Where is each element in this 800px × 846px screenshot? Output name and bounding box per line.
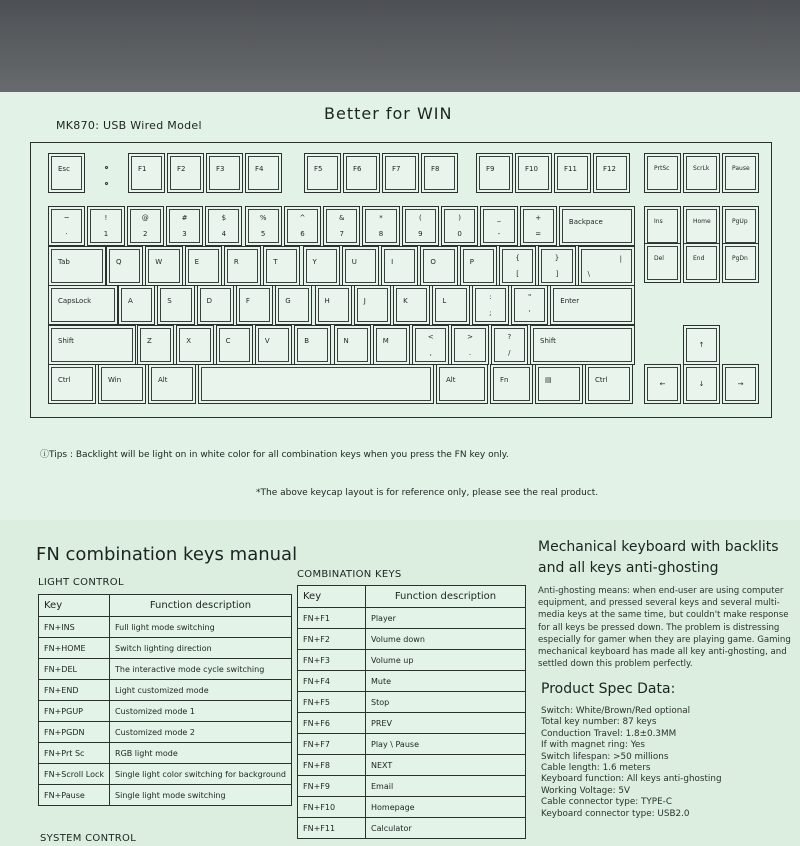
- key-label: K: [403, 297, 408, 305]
- key-label: X: [186, 337, 192, 345]
- light-control-title: LIGHT CONTROL: [38, 577, 124, 588]
- anti-ghosting-paragraph: Anti-ghosting means: when end-user are using computer equipment, and pressed several keys and several multi-media keys at the same time, but couldn't make response for all keys be pressed down. The problem is distressing especially for gamer when they are playing game. Gaming mechanical keyboard has made all key anti-ghosting, and settled down this problem perfectly.: [538, 586, 791, 670]
- key: [538, 246, 575, 286]
- key-cell: FN+F5: [298, 692, 366, 713]
- key-label: Fn: [500, 376, 509, 384]
- key-label: =: [535, 230, 542, 238]
- layout-title: Better for WIN: [324, 104, 453, 123]
- key-label: Home: [693, 218, 711, 225]
- key-label: H: [324, 297, 330, 305]
- spec-line: If with magnet ring: Yes: [541, 740, 645, 751]
- key: [511, 285, 548, 325]
- key-label: F1: [138, 165, 147, 173]
- key-label: F: [245, 297, 250, 305]
- table-row: [298, 734, 526, 755]
- key-label: Q: [116, 258, 122, 266]
- key: [441, 206, 478, 246]
- spec-line: Cable connector type: TYPE-C: [541, 797, 672, 808]
- key: [323, 206, 360, 246]
- key-cell: FN+F11: [298, 818, 366, 839]
- key-label: 6: [300, 230, 305, 238]
- key-label: >: [467, 333, 473, 341]
- key: [216, 325, 253, 365]
- spec-list: [541, 706, 722, 820]
- key: [402, 206, 439, 246]
- key-label: PgUp: [732, 218, 748, 225]
- key-label: 7: [339, 230, 344, 238]
- key: [722, 243, 759, 283]
- table-row: [298, 797, 526, 818]
- key: [128, 153, 165, 193]
- key-label: [: [516, 270, 520, 278]
- key: [436, 364, 488, 404]
- key-label: Z: [147, 337, 152, 345]
- description-cell: Function description: [110, 595, 292, 617]
- description-cell: PREV: [366, 713, 526, 734]
- key-cell: FN+INS: [39, 617, 110, 638]
- key-cell: FN+F4: [298, 671, 366, 692]
- key-label: F10: [525, 165, 538, 173]
- key-label: ~: [63, 214, 70, 222]
- description-cell: Single light color switching for background: [110, 764, 292, 785]
- key-label: ?: [507, 333, 512, 341]
- key: [205, 206, 242, 246]
- description-cell: Calculator: [366, 818, 526, 839]
- key-label: 1: [103, 230, 109, 238]
- key-label: C: [225, 337, 231, 345]
- key-label: ·: [65, 230, 68, 238]
- key: [334, 325, 371, 365]
- key-cell: FN+F8: [298, 755, 366, 776]
- light-control-table: [38, 594, 292, 806]
- key: [520, 206, 557, 246]
- key-cell: FN+F9: [298, 776, 366, 797]
- key: [491, 325, 528, 365]
- key-label: -: [497, 230, 501, 238]
- key-label: F12: [603, 165, 616, 173]
- key-label: /: [508, 349, 511, 357]
- key: [263, 246, 300, 286]
- description-cell: Volume up: [366, 650, 526, 671]
- key-label: CapsLock: [58, 297, 92, 305]
- key-label: ;: [489, 309, 492, 317]
- key-label: Esc: [58, 165, 70, 173]
- key: [644, 243, 681, 283]
- key: [48, 325, 136, 365]
- key: [157, 285, 194, 325]
- key: [683, 206, 720, 246]
- key-label: F5: [314, 165, 323, 173]
- key-label: +: [535, 214, 542, 222]
- key: [98, 364, 146, 404]
- key-label: Alt: [446, 376, 456, 384]
- key: [476, 153, 513, 193]
- key-label: L: [442, 297, 447, 305]
- key-label: _: [497, 214, 501, 222]
- background-strip: [0, 0, 800, 100]
- key-label: *: [379, 214, 383, 222]
- key-label: ▤: [545, 376, 552, 384]
- key: [683, 364, 720, 404]
- key-label: Tab: [58, 258, 70, 266]
- key: [48, 285, 118, 325]
- key-label: I: [391, 258, 394, 266]
- key-label: Y: [312, 258, 317, 266]
- key: [275, 285, 312, 325]
- key: [255, 325, 292, 365]
- key: [515, 153, 552, 193]
- backlight-tip: ⓘTips : Backlight will be light on in white color for all combination keys when you press the FN key only.: [40, 450, 509, 460]
- key: [722, 364, 759, 404]
- table-row: [298, 650, 526, 671]
- key: [420, 246, 457, 286]
- key-label: Del: [654, 255, 664, 262]
- key-label: PrtSc: [654, 165, 670, 172]
- key-label: E: [194, 258, 200, 266]
- key: [644, 206, 681, 246]
- key-cell: FN+PGDN: [39, 722, 110, 743]
- description-cell: Mute: [366, 671, 526, 692]
- key-label: F3: [216, 165, 225, 173]
- key: [412, 325, 449, 365]
- key-label: N: [343, 337, 349, 345]
- key-label: #: [181, 214, 188, 222]
- key: [185, 246, 222, 286]
- key-label: F6: [353, 165, 362, 173]
- spec-line: Switch lifespan: >50 millions: [541, 751, 669, 762]
- description-cell: Switch lighting direction: [110, 638, 292, 659]
- key-label: J: [363, 297, 366, 305]
- key-label: B: [304, 337, 309, 345]
- description-cell: RGB light mode: [110, 743, 292, 764]
- table-row: [39, 638, 292, 659]
- key: [722, 153, 759, 193]
- key: [206, 153, 243, 193]
- key-cell: FN+F2: [298, 629, 366, 650]
- key: [224, 246, 261, 286]
- description-cell: Single light mode switching: [110, 785, 292, 806]
- key: [593, 153, 630, 193]
- key-label: T: [273, 258, 278, 266]
- table-row: [39, 743, 292, 764]
- key-label: 4: [221, 230, 227, 238]
- indicator-led: [105, 182, 108, 185]
- key: [197, 285, 234, 325]
- description-cell: Customized mode 2: [110, 722, 292, 743]
- key: [343, 153, 380, 193]
- key-label: F9: [486, 165, 495, 173]
- spec-line: Switch: White/Brown/Red optional: [541, 706, 691, 716]
- key-label: F11: [564, 165, 577, 173]
- description-cell: Full light mode switching: [110, 617, 292, 638]
- spec-line: Conduction Travel: 1.8±0.3MM: [541, 728, 677, 739]
- key: [585, 364, 633, 404]
- description-cell: Volume down: [366, 629, 526, 650]
- spec-title: Product Spec Data:: [541, 681, 676, 697]
- key-label: Pause: [732, 165, 750, 172]
- key-label: W: [155, 258, 163, 266]
- system-control-title: SYSTEM CONTROL: [40, 833, 137, 844]
- key-label: Alt: [158, 376, 168, 384]
- key-label: .: [468, 349, 472, 357]
- key-label: ,: [429, 349, 432, 357]
- key-label: D: [206, 297, 212, 305]
- key: [472, 285, 509, 325]
- table-header: [298, 586, 526, 608]
- table-row: [39, 764, 292, 785]
- table-row: [298, 692, 526, 713]
- key: [393, 285, 430, 325]
- key-cell: Key: [298, 586, 366, 608]
- key-label: Shift: [58, 337, 74, 345]
- key-label: Ctrl: [58, 376, 71, 384]
- key-cell: FN+Prt Sc: [39, 743, 110, 764]
- key-label: U: [351, 258, 357, 266]
- key: [373, 325, 410, 365]
- key: [294, 325, 331, 365]
- key-label: V: [264, 337, 270, 345]
- fn-manual-title: FN combination keys manual: [36, 544, 298, 565]
- description-cell: NEXT: [366, 755, 526, 776]
- key-label: PgDn: [732, 255, 748, 262]
- description-cell: Play \ Pause: [366, 734, 526, 755]
- key: [722, 206, 759, 246]
- key-label: }: [554, 254, 560, 262]
- key-label: ': [528, 309, 531, 317]
- key-label: 5: [260, 230, 266, 238]
- key-cell: FN+DEL: [39, 659, 110, 680]
- table-row: [39, 617, 292, 638]
- key: [137, 325, 174, 365]
- key-label: End: [693, 255, 705, 262]
- key: [530, 325, 635, 365]
- key: [480, 206, 517, 246]
- spec-line: Keyboard function: All keys anti-ghosting: [541, 774, 722, 785]
- table-row: [298, 776, 526, 797]
- key: [48, 246, 106, 286]
- key: [236, 285, 273, 325]
- key-label: 3: [182, 230, 187, 238]
- key: [106, 246, 143, 286]
- key-label: (: [418, 214, 422, 222]
- key-label: M: [382, 337, 389, 345]
- key: [432, 285, 469, 325]
- key-label: →: [737, 380, 744, 388]
- mechanical-keyboard-title: Mechanical keyboard with backlits and all keys anti-ghosting: [538, 539, 779, 576]
- key-label: ↓: [698, 380, 705, 388]
- spec-line: Working Voltage: 5V: [541, 785, 631, 796]
- key-label: 9: [418, 230, 423, 238]
- key-label: $: [221, 214, 227, 222]
- key: [304, 153, 341, 193]
- key: [176, 325, 213, 365]
- combination-keys-title: COMBINATION KEYS: [297, 569, 402, 580]
- key-cell: FN+F10: [298, 797, 366, 818]
- spec-line: Cable length: 1.6 meters: [541, 763, 651, 774]
- key: [362, 206, 399, 246]
- table-row: [39, 785, 292, 806]
- key-label: &: [339, 214, 345, 222]
- table-row: [39, 701, 292, 722]
- key: [48, 206, 85, 246]
- key: [550, 285, 635, 325]
- key-label: Ins: [654, 218, 663, 225]
- key: [315, 285, 352, 325]
- key: [644, 153, 681, 193]
- key: [490, 364, 533, 404]
- key: [578, 246, 635, 286]
- key: [198, 364, 434, 404]
- description-cell: Player: [366, 608, 526, 629]
- table-row: [298, 608, 526, 629]
- key: [118, 285, 155, 325]
- key: [245, 206, 282, 246]
- table-row: [298, 671, 526, 692]
- key: [554, 153, 591, 193]
- key-label: 0: [457, 230, 462, 238]
- key-label: ScrLk: [693, 165, 710, 172]
- key: [48, 153, 85, 193]
- key-cell: FN+F7: [298, 734, 366, 755]
- key-cell: FN+END: [39, 680, 110, 701]
- key: [381, 246, 418, 286]
- key: [148, 364, 196, 404]
- key-label: Shift: [540, 337, 556, 345]
- key-cell: Key: [39, 595, 110, 617]
- spec-line: Keyboard connector type: USB2.0: [541, 808, 690, 819]
- key: [167, 153, 204, 193]
- key-label: \: [587, 270, 590, 278]
- key-label: ]: [555, 270, 559, 278]
- key-label: ^: [299, 214, 306, 222]
- key-cell: FN+F1: [298, 608, 366, 629]
- key-label: G: [285, 297, 291, 305]
- key: [559, 206, 635, 246]
- key: [303, 246, 340, 286]
- key-label: A: [128, 297, 133, 305]
- key: [48, 364, 96, 404]
- key: [683, 243, 720, 283]
- key-label: Enter: [560, 297, 580, 305]
- key: [354, 285, 391, 325]
- key-cell: FN+HOME: [39, 638, 110, 659]
- table-row: [39, 722, 292, 743]
- key: [644, 364, 681, 404]
- key-label: {: [515, 254, 520, 262]
- key: [284, 206, 321, 246]
- key-label: ): [458, 214, 462, 222]
- description-cell: Light customized mode: [110, 680, 292, 701]
- table-row: [298, 713, 526, 734]
- key-label: !: [104, 214, 108, 222]
- key-label: S: [167, 297, 172, 305]
- key-label: F8: [431, 165, 440, 173]
- key-label: ←: [659, 380, 666, 388]
- description-cell: Customized mode 1: [110, 701, 292, 722]
- key-label: F2: [177, 165, 186, 173]
- key: [145, 246, 182, 286]
- key-cell: FN+PGUP: [39, 701, 110, 722]
- key-label: <: [427, 333, 434, 341]
- indicator-led: [105, 166, 108, 169]
- key-label: Win: [108, 376, 122, 384]
- key: [499, 246, 536, 286]
- key-label: Backpace: [568, 218, 603, 226]
- model-name: MK870: USB Wired Model: [56, 119, 202, 132]
- table-row: [298, 629, 526, 650]
- description-cell: Email: [366, 776, 526, 797]
- key-cell: FN+F3: [298, 650, 366, 671]
- key: [535, 364, 583, 404]
- key: [127, 206, 164, 246]
- key-label: P: [469, 258, 474, 266]
- description-cell: The interactive mode cycle switching: [110, 659, 292, 680]
- key: [451, 325, 488, 365]
- table-row: [298, 818, 526, 839]
- description-cell: Function description: [366, 586, 526, 608]
- spec-line: Total key number: 87 keys: [541, 717, 657, 728]
- key: [460, 246, 497, 286]
- key-label: 8: [378, 230, 384, 238]
- key-label: 2: [143, 230, 148, 238]
- key-label: F4: [255, 165, 264, 173]
- key-label: ↑: [698, 341, 705, 349]
- key-label: @: [141, 214, 149, 222]
- key-cell: FN+Pause: [39, 785, 110, 806]
- key: [166, 206, 203, 246]
- key-label: O: [430, 258, 436, 266]
- combination-keys-table: [297, 585, 526, 839]
- key-label: |: [619, 255, 622, 263]
- key: [683, 153, 720, 193]
- key-label: F7: [392, 165, 401, 173]
- table-row: [39, 659, 292, 680]
- key: [245, 153, 282, 193]
- key: [342, 246, 379, 286]
- table-row: [298, 755, 526, 776]
- description-cell: Stop: [366, 692, 526, 713]
- key-cell: FN+F6: [298, 713, 366, 734]
- key-label: Ctrl: [595, 376, 608, 384]
- key-cell: FN+Scroll Lock: [39, 764, 110, 785]
- key-label: R: [233, 258, 239, 266]
- key: [87, 206, 124, 246]
- table-header: [39, 595, 292, 617]
- description-cell: Homepage: [366, 797, 526, 818]
- layout-note: *The above keycap layout is for reference only, please see the real product.: [256, 488, 599, 498]
- key-label: :: [489, 293, 492, 301]
- table-row: [39, 680, 292, 701]
- key: [382, 153, 419, 193]
- key-label: ": [528, 293, 532, 301]
- key: [683, 325, 720, 365]
- key-label: %: [259, 214, 267, 222]
- key: [421, 153, 458, 193]
